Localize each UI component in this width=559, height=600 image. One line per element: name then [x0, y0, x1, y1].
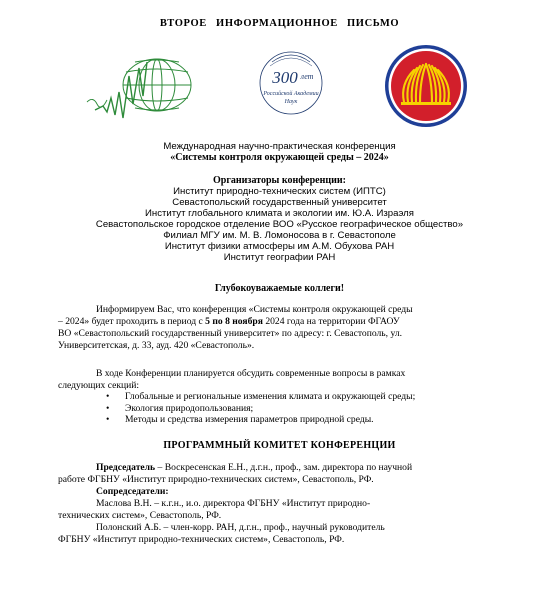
info-line: – 2024» будет проходить в период с 5 по 8 ноября 2024 года на территории ФГАОУ — [58, 316, 400, 327]
academy-line2: Наук — [284, 99, 298, 105]
member-line: ФГБНУ «Институт природно-технических систем», Севастополь, РФ. — [58, 534, 345, 545]
info-line: ВО «Севастопольский государственный университет» по адресу: г. Севастополь, ул. — [58, 328, 403, 339]
asean-emblem-logo — [384, 44, 468, 128]
conference-name: «Системы контроля окружающей среды – 2024» — [170, 152, 389, 163]
organizer-item: Севастопольское городское отделение ВОО «Русское географическое общество» — [95, 219, 464, 230]
info-line: Университетская, д. 33, ауд. 420 «Севастополь». — [58, 340, 255, 351]
academy-300-logo — [258, 50, 324, 116]
member-line: технических систем», Севастополь, РФ. — [58, 510, 222, 521]
topics-intro: следующих секций: — [58, 380, 140, 391]
list-item: • Экология природопользования; — [102, 403, 415, 415]
organizer-item: Институт природно-технических систем (ИПТС) — [173, 186, 386, 197]
letter-title: ВТОРОЕ ИНФОРМАЦИОННОЕ ПИСЬМО — [159, 18, 400, 29]
academy-line1: Российской Академии — [263, 91, 319, 97]
committee-heading: ПРОГРАММНЫЙ КОМИТЕТ КОНФЕРЕНЦИИ — [163, 440, 396, 451]
member-line: Маслова В.Н. – к.г.н., и.о. директора ФГБНУ «Институт природно- — [96, 498, 371, 509]
organizer-item: Севастопольский государственный университет — [172, 197, 387, 208]
topics-list — [102, 391, 415, 426]
academy-suffix: лет — [300, 72, 314, 81]
organizer-item: Институт глобального климата и экологии им. Ю.А. Израэля — [145, 208, 414, 219]
cochairs-label: Сопредседатели: — [96, 486, 169, 497]
chair-line: работе ФГБНУ «Институт природно-технических систем», Севастополь, РФ. — [58, 474, 374, 485]
member-line: Полонский А.Б. – член-корр. РАН, д.г.н., проф., научный руководитель — [96, 522, 385, 533]
info-line: Информируем Вас, что конференция «Системы контроля окружающей среды — [96, 304, 413, 315]
chair-line: Председатель – Воскресенская Е.Н., д.г.н., проф., зам. директора по научной — [96, 462, 413, 473]
organizer-item: Филиал МГУ им. М. В. Ломоносова в г. Севастополе — [163, 230, 396, 241]
list-item: • Методы и средства измерения параметров природной среды. — [102, 414, 415, 426]
institute-globe-logo — [85, 52, 205, 127]
organizer-item: Институт географии РАН — [223, 252, 336, 263]
conference-intro: Международная научно-практическая конференция — [163, 141, 396, 152]
organizer-item: Институт физики атмосферы им А.М. Обухова РАН — [164, 241, 395, 252]
organizers-heading: Организаторы конференции: — [213, 175, 346, 186]
academy-number: 300 — [272, 68, 298, 87]
list-item: • Глобальные и региональные изменения климата и окружающей среды; — [102, 391, 415, 403]
topics-intro: В ходе Конференции планируется обсудить современные вопросы в рамках — [96, 368, 406, 379]
greeting: Глубокоуважаемые коллеги! — [214, 283, 345, 294]
conference-dates: 5 по 8 ноября — [205, 316, 263, 327]
